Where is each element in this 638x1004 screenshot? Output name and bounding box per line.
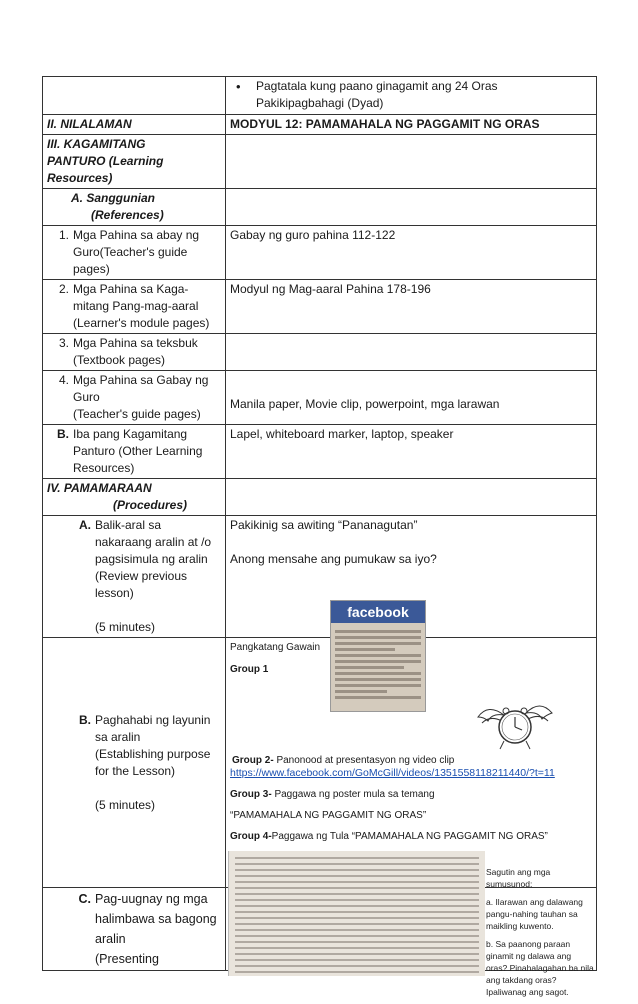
nilalaman-label: II. NILALAMAN [43, 115, 226, 135]
step-a-activity: Pakikinig sa awiting “Pananagutan” [230, 518, 418, 532]
table-row [43, 638, 597, 888]
group-activity-title: Pangkatang Gawain [230, 642, 321, 653]
nilalaman-value: MODYUL 12: PAMAMAHALA NG PAGGAMIT NG ORAS [226, 115, 597, 135]
table-row [43, 479, 597, 516]
winged-clock-icon [470, 695, 560, 755]
group2-text: Panonood at presentasyon ng video clip [273, 755, 455, 766]
ref-text: (Textbook pages) [73, 353, 166, 367]
facebook-logo: facebook [331, 601, 425, 623]
ref-text: Mga Pahina sa teksbuk [73, 336, 198, 350]
step-a-question: Anong mensahe ang pumukaw sa iyo? [230, 552, 437, 566]
ref-value [226, 334, 597, 371]
item-number: 4. [58, 373, 69, 387]
table-row [43, 115, 597, 135]
lesson-plan-table [42, 76, 597, 971]
step-text: pagsisimula ng aralin [95, 552, 208, 566]
pamamaraan-label: IV. PAMAMARAAN [47, 481, 152, 495]
group2-label: Group 2- [232, 755, 274, 766]
video-link[interactable]: https://www.facebook.com/GoMcGill/videos/1351558118211440/?t=11 [230, 767, 555, 779]
step-text: Balik-aral sa [95, 518, 162, 532]
item-number: 2. [58, 282, 69, 296]
item-number: 1. [58, 228, 69, 242]
step-text: lesson) [95, 586, 134, 600]
ref-text: Guro [73, 390, 100, 404]
group3-label: Group 3- [230, 789, 272, 800]
table-row [43, 334, 597, 371]
table-row [43, 135, 597, 189]
step-text: Pag-uugnay ng mga [95, 892, 208, 906]
ref-text: Mga Pahina sa Kaga- [73, 282, 189, 296]
step-text: halimbawa sa bagong [95, 912, 217, 926]
table-row [43, 516, 597, 638]
step-time: (5 minutes) [95, 797, 156, 812]
step-text: sa aralin [95, 729, 141, 744]
guide-question-b: b. Sa paanong paraan ginamit ng dalawa ang oras? Pinahalagahan ba nila ang takdang oras? Ipaliwanag ang sagot. [486, 939, 594, 997]
group3-text: Paggawa ng poster mula sa temang [271, 789, 435, 800]
table-row [43, 425, 597, 479]
pamamaraan-sublabel: (Procedures) [113, 498, 188, 512]
step-text: aralin [95, 932, 126, 946]
step-text: Paghahabi ng layunin [95, 712, 211, 727]
ref-text: mitang Pang-mag-aaral [73, 299, 199, 313]
item-number: 3. [58, 336, 69, 350]
step-text: for the Lesson) [95, 763, 176, 778]
ref-text: Guro(Teacher's guide [73, 245, 188, 259]
ref-text: (Learner's module pages) [73, 316, 210, 330]
step-time: (5 minutes) [95, 620, 156, 634]
table-row [43, 280, 597, 334]
group3-theme: “PAMAMAHALA NG PAGGAMIT NG ORAS” [230, 810, 427, 821]
group1-label: Group 1 [230, 664, 269, 675]
ref-text: (Teacher's guide pages) [73, 407, 201, 421]
kagamitan-label-line3: Resources) [47, 171, 113, 185]
table-row [43, 189, 597, 226]
bullet-text-line1: Pagtatala kung paano ginagamit ang 24 Oras [256, 79, 498, 93]
group4-text: Paggawa ng Tula “PAMAMAHALA NG PAGGAMIT NG ORAS” [271, 831, 548, 842]
ref-value: Gabay ng guro pahina 112-122 [226, 226, 597, 280]
ref-text: pages) [73, 262, 110, 276]
guide-questions-title: Sagutin ang mga sumusunod: [486, 867, 551, 889]
group4-label: Group 4- [230, 831, 272, 842]
step-text: (Establishing purpose [95, 746, 211, 761]
item-letter: B. [79, 712, 91, 727]
sanggunian-sublabel: (References) [91, 208, 164, 222]
step-text: (Review previous [95, 569, 188, 583]
table-row [43, 226, 597, 280]
step-text: (Presenting [95, 952, 159, 966]
ref-text: Mga Pahina sa abay ng [73, 228, 200, 242]
ref-text: Mga Pahina sa Gabay ng [73, 373, 209, 387]
bullet-text-line2: Pakikipagbahagi (Dyad) [256, 96, 384, 110]
list-item [230, 78, 592, 112]
kagamitan-label-line2: PANTURO (Learning [47, 154, 164, 168]
bullet-icon: • [236, 79, 241, 94]
item-letter: C. [78, 892, 91, 906]
facebook-article-image [330, 600, 426, 712]
ref-value: Modyul ng Mag-aaral Pahina 178-196 [226, 280, 597, 334]
table-row [43, 77, 597, 115]
guide-questions [486, 866, 594, 1004]
ref-value: Manila paper, Movie clip, powerpoint, mga larawan [226, 371, 597, 425]
ref-text: Panturo (Other Learning [73, 444, 203, 458]
ref-value: Lapel, whiteboard marker, laptop, speaker [226, 425, 597, 479]
kagamitan-label-line1: III. KAGAMITANG [47, 137, 146, 151]
ref-text: Resources) [73, 461, 135, 475]
short-story-scan-image [228, 851, 485, 976]
item-letter: A. [79, 518, 91, 532]
ref-text: Iba pang Kagamitang [73, 427, 188, 441]
item-letter: B. [57, 427, 69, 441]
sanggunian-label: A. Sanggunian [71, 191, 155, 205]
step-text: nakaraang aralin at /o [95, 535, 212, 549]
table-row [43, 371, 597, 425]
guide-question-a: a. Ilarawan ang dalawang pangu-nahing tauhan sa maikling kuwento. [486, 897, 583, 931]
